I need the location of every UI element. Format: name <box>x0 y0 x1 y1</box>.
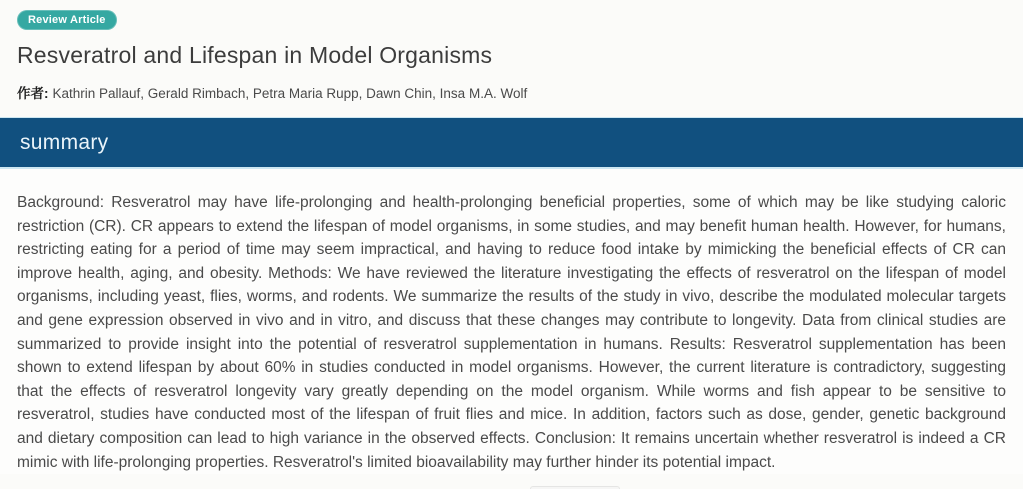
article-type-badge[interactable]: Review Article <box>17 10 117 30</box>
abstract-text: Background: Resveratrol may have life-prolonging and health-prolonging beneficial properties, some of which may be like studying caloric restriction (CR). CR appears to extend the lifespan of model organisms, in some studies, and may benefit human health. However, for humans, restricting eating for a period of time may seem impractical, and having to reduce food intake by mimicking the beneficial effects of CR can improve health, aging, and obesity. Methods: We have reviewed the literature investigating the effects of resveratrol on the lifespan of model organisms, including yeast, flies, worms, and rodents. We summarize the results of the study in vivo, describe the modulated molecular targets and gene expression observed in vivo and in vitro, and discuss that these changes may contribute to longevity. Data from clinical studies are summarized to provide insight into the potential of resveratrol supplementation in humans. Results: Resveratrol supplementation has been shown to extend lifespan by about 60% in studies conducted in model organisms. However, the current literature is contradictory, suggesting that the effects of resveratrol longevity vary greatly depending on the model organism. While worms and fish appear to be sensitive to resveratrol, studies have conducted most of the lifespan of fruit flies and mice. In addition, factors such as dose, gender, genetic background and dietary composition can lead to high variance in the observed effects. Conclusion: It remains uncertain whether resveratrol is indeed a CR mimic with life-prolonging properties. Resveratrol's limited bioavailability may further hinder its potential impact. <box>0 169 1023 474</box>
authors-label: 作者: <box>17 86 49 101</box>
summary-section-banner <box>0 117 1023 169</box>
page-title: Resveratrol and Lifespan in Model Organisms <box>17 42 493 68</box>
article-header <box>0 0 1023 102</box>
authors-line <box>17 82 1006 102</box>
authors-list: Kathrin Pallauf, Gerald Rimbach, Petra Maria Rupp, Dawn Chin, Insa M.A. Wolf <box>52 86 528 101</box>
summary-section-title: summary <box>20 130 109 154</box>
